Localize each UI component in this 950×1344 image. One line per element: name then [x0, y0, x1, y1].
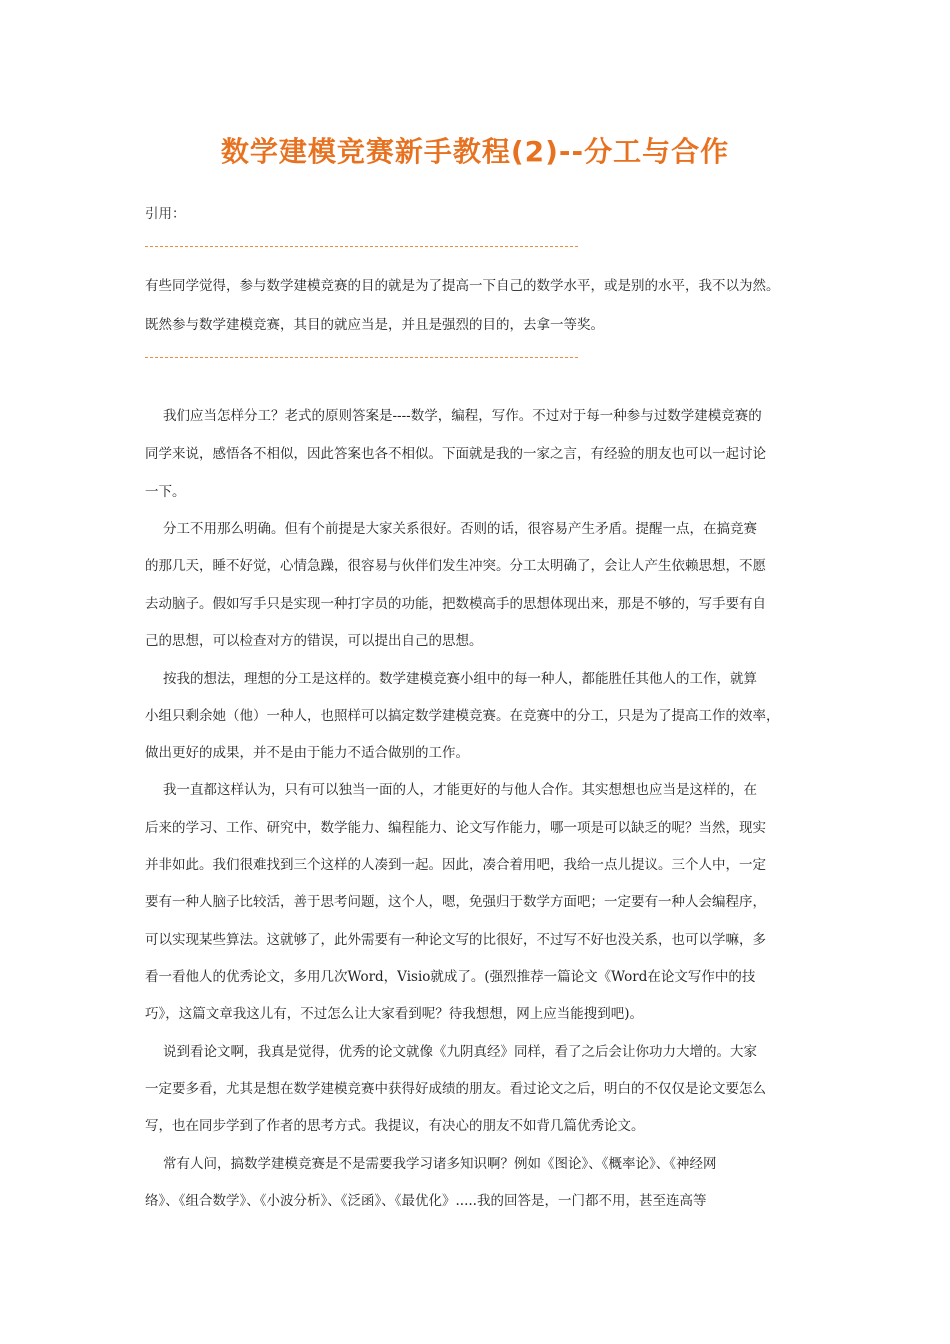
- body-line: 写，也在同步学到了作者的思考方式。我提议，有决心的朋友不如背几篇优秀论文。: [145, 1118, 645, 1134]
- body-line: 并非如此。我们很难找到三个这样的人凑到一起。因此，凑合着用吧，我给一点儿提议。三个人中，一定: [145, 857, 766, 873]
- quote-label: 引用：: [145, 206, 186, 222]
- body-line: 同学来说，感悟各不相似，因此答案也各不相似。下面就是我的一家之言，有经验的朋友也可以一起讨论: [145, 446, 766, 462]
- body-line: 我一直都这样认为，只有可以独当一面的人，才能更好的与他人合作。其实想想也应当是这样的，在: [163, 782, 757, 798]
- body-line: 可以实现某些算法。这就够了，此外需要有一种论文写的比很好，不过写不好也没关系，也可以学嘛，多: [145, 932, 766, 948]
- body-line: 己的思想，可以检查对方的错误，可以提出自己的思想。: [145, 633, 483, 649]
- quote-line: 既然参与数学建模竞赛，其目的就应当是，并且是强烈的目的，去拿一等奖。: [145, 317, 604, 333]
- body-line: 的那几天，睡不好觉，心情急躁，很容易与伙伴们发生冲突。分工太明确了，会让人产生依赖思想，不愿: [145, 558, 766, 574]
- body-line: 一下。: [145, 484, 186, 500]
- body-line: 分工不用那么明确。但有个前提是大家关系很好。否则的话，很容易产生矛盾。提醒一点，在搞竞赛: [163, 521, 757, 537]
- quote-line: 有些同学觉得，参与数学建模竞赛的目的就是为了提高一下自己的数学水平，或是别的水平，我不以为然。: [145, 278, 780, 294]
- body-line: 看一看他人的优秀论文，多用几次Word，Visio就成了。(强烈推荐一篇论文《Word在论文写作中的技: [145, 969, 756, 985]
- body-line: 按我的想法，理想的分工是这样的。数学建模竞赛小组中的每一种人，都能胜任其他人的工作，就算: [163, 671, 757, 687]
- body-line: 说到看论文啊，我真是觉得，优秀的论文就像《九阴真经》同样，看了之后会让你功力大增的。大家: [163, 1044, 757, 1060]
- body-line: 一定要多看，尤其是想在数学建模竞赛中获得好成绩的朋友。看过论文之后，明白的不仅仅是论文要怎么: [145, 1081, 766, 1097]
- body-line: 小组只剩余她（他）一种人，也照样可以搞定数学建模竞赛。在竞赛中的分工，只是为了提高工作的效率，: [145, 708, 780, 724]
- body-line: 后来的学习、工作、研究中，数学能力、编程能力、论文写作能力，哪一项是可以缺乏的呢？当然，现实: [145, 820, 766, 836]
- body-line: 做出更好的成果，并不是由于能力不适合做别的工作。: [145, 745, 469, 761]
- document-title: 数学建模竞赛新手教程(2)--分工与合作: [220, 135, 730, 168]
- body-line: 络》、《组合数学》、《小波分析》、《泛函》、《最优化》.....我的回答是，一门都不用，甚至连高等: [145, 1193, 707, 1209]
- body-line: 巧》，这篇文章我这儿有，不过怎么让大家看到呢？待我想想，网上应当能搜到吧)。: [145, 1006, 644, 1022]
- quote-divider-bottom: [145, 357, 578, 358]
- quote-divider-top: [145, 246, 578, 247]
- body-line: 要有一种人脑子比较活，善于思考问题，这个人，嗯，免强归于数学方面吧；一定要有一种人会编程序，: [145, 894, 766, 910]
- body-line: 去动脑子。假如写手只是实现一种打字员的功能，把数模高手的思想体现出来，那是不够的，写手要有自: [145, 596, 766, 612]
- body-line: 常有人问，搞数学建模竞赛是不是需要我学习诸多知识啊？例如《图论》、《概率论》、《神经网: [163, 1156, 717, 1172]
- body-line: 我们应当怎样分工？老式的原则答案是----数学，编程，写作。不过对于每一种参与过数学建模竞赛的: [163, 408, 762, 424]
